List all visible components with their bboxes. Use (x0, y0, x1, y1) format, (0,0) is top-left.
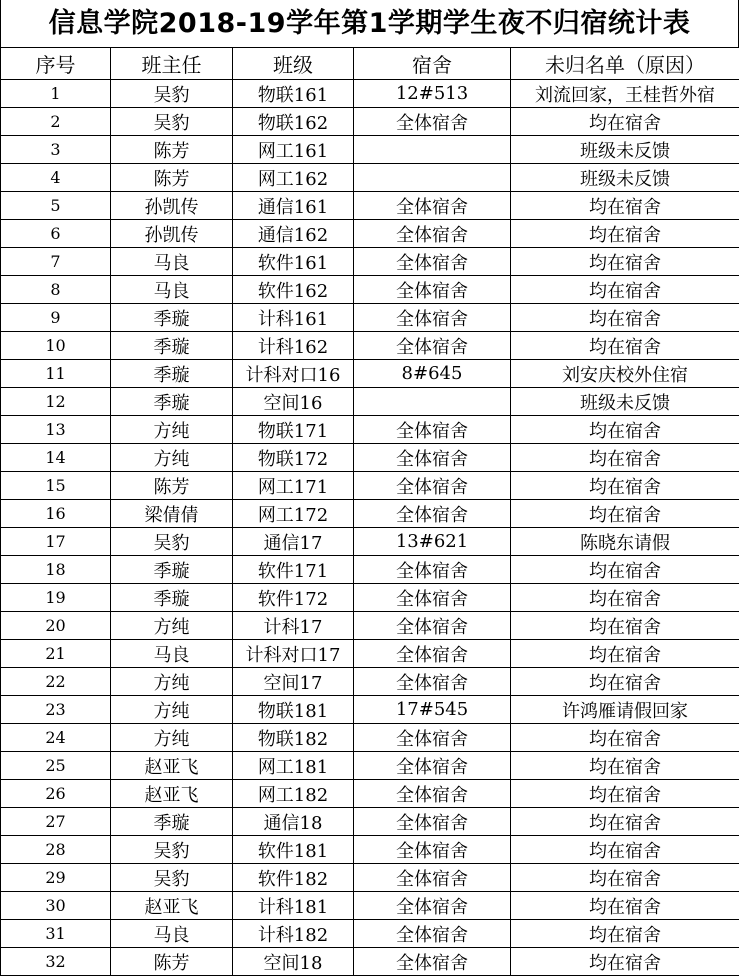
table-row (1, 108, 740, 136)
head-teacher-cell[interactable]: 方纯 (111, 668, 233, 696)
class-cell[interactable]: 网工171 (233, 472, 354, 500)
absent-list-cell[interactable]: 均在宿舍 (511, 332, 740, 360)
absent-list-cell[interactable]: 均在宿舍 (511, 220, 740, 248)
table-row (1, 80, 740, 108)
serial-number-cell[interactable]: 31 (1, 920, 111, 948)
absent-list-cell[interactable]: 均在宿舍 (511, 948, 740, 976)
dormitory-cell[interactable]: 全体宿舍 (354, 948, 511, 976)
table-row (1, 528, 740, 556)
absent-list-cell[interactable]: 陈晓东请假 (511, 528, 740, 556)
head-teacher-cell[interactable]: 马良 (111, 248, 233, 276)
class-cell[interactable]: 计科17 (233, 612, 354, 640)
head-teacher-cell[interactable]: 吴豹 (111, 80, 233, 108)
serial-number-cell[interactable]: 29 (1, 864, 111, 892)
header-absent-list: 未归名单（原因） (511, 48, 740, 80)
table-row (1, 360, 740, 388)
serial-number-cell[interactable]: 4 (1, 164, 111, 192)
serial-number-cell[interactable]: 10 (1, 332, 111, 360)
class-cell[interactable]: 计科182 (233, 920, 354, 948)
header-serial-number: 序号 (1, 48, 111, 80)
absent-list-cell[interactable]: 均在宿舍 (511, 808, 740, 836)
dormitory-cell[interactable]: 全体宿舍 (354, 836, 511, 864)
absent-list-cell[interactable]: 均在宿舍 (511, 500, 740, 528)
dormitory-cell[interactable] (354, 136, 511, 164)
absent-list-cell[interactable]: 均在宿舍 (511, 276, 740, 304)
class-cell[interactable]: 空间18 (233, 948, 354, 976)
dormitory-cell[interactable]: 8#645 (354, 360, 511, 388)
class-cell[interactable]: 计科162 (233, 332, 354, 360)
head-teacher-cell[interactable]: 季璇 (111, 332, 233, 360)
table-row (1, 752, 740, 780)
dormitory-cell[interactable]: 全体宿舍 (354, 332, 511, 360)
header-row (1, 48, 740, 80)
head-teacher-cell[interactable]: 季璇 (111, 304, 233, 332)
serial-number-cell[interactable]: 11 (1, 360, 111, 388)
class-cell[interactable]: 计科181 (233, 892, 354, 920)
dormitory-cell[interactable]: 全体宿舍 (354, 192, 511, 220)
class-cell[interactable]: 物联182 (233, 724, 354, 752)
serial-number-cell[interactable]: 22 (1, 668, 111, 696)
head-teacher-cell[interactable]: 方纯 (111, 612, 233, 640)
head-teacher-cell[interactable]: 吴豹 (111, 836, 233, 864)
absent-list-cell[interactable]: 均在宿舍 (511, 612, 740, 640)
dormitory-cell[interactable]: 全体宿舍 (354, 612, 511, 640)
head-teacher-cell[interactable]: 方纯 (111, 444, 233, 472)
absent-list-cell[interactable]: 均在宿舍 (511, 584, 740, 612)
absent-list-cell[interactable]: 刘安庆校外住宿 (511, 360, 740, 388)
serial-number-cell[interactable]: 2 (1, 108, 111, 136)
class-cell[interactable]: 通信17 (233, 528, 354, 556)
class-cell[interactable]: 软件162 (233, 276, 354, 304)
head-teacher-cell[interactable]: 陈芳 (111, 164, 233, 192)
serial-number-cell[interactable]: 6 (1, 220, 111, 248)
absent-list-cell[interactable]: 均在宿舍 (511, 724, 740, 752)
class-cell[interactable]: 空间17 (233, 668, 354, 696)
dormitory-cell[interactable]: 全体宿舍 (354, 584, 511, 612)
table-row (1, 780, 740, 808)
head-teacher-cell[interactable]: 孙凯传 (111, 220, 233, 248)
head-teacher-cell[interactable]: 季璇 (111, 584, 233, 612)
head-teacher-cell[interactable]: 陈芳 (111, 948, 233, 976)
head-teacher-cell[interactable]: 方纯 (111, 696, 233, 724)
header-class: 班级 (233, 48, 354, 80)
class-cell[interactable]: 网工161 (233, 136, 354, 164)
dormitory-cell[interactable] (354, 164, 511, 192)
table-row (1, 388, 740, 416)
dormitory-cell[interactable]: 全体宿舍 (354, 920, 511, 948)
dormitory-cell[interactable]: 全体宿舍 (354, 276, 511, 304)
absent-list-cell[interactable]: 刘流回家，王桂哲外宿 (511, 80, 740, 108)
absent-list-cell[interactable]: 均在宿舍 (511, 892, 740, 920)
table-row (1, 836, 740, 864)
dormitory-cell[interactable]: 全体宿舍 (354, 556, 511, 584)
dormitory-cell[interactable]: 全体宿舍 (354, 752, 511, 780)
table-row (1, 444, 740, 472)
dormitory-cell[interactable]: 全体宿舍 (354, 304, 511, 332)
table-row (1, 892, 740, 920)
absent-list-cell[interactable]: 均在宿舍 (511, 836, 740, 864)
class-cell[interactable]: 软件161 (233, 248, 354, 276)
serial-number-cell[interactable]: 13 (1, 416, 111, 444)
dormitory-cell[interactable]: 全体宿舍 (354, 500, 511, 528)
table-row (1, 640, 740, 668)
serial-number-cell[interactable]: 3 (1, 136, 111, 164)
dormitory-cell[interactable]: 全体宿舍 (354, 472, 511, 500)
dormitory-cell[interactable]: 全体宿舍 (354, 248, 511, 276)
serial-number-cell[interactable]: 15 (1, 472, 111, 500)
dormitory-cell[interactable] (354, 388, 511, 416)
table-row (1, 696, 740, 724)
absent-list-cell[interactable]: 均在宿舍 (511, 752, 740, 780)
serial-number-cell[interactable]: 24 (1, 724, 111, 752)
header-dormitory: 宿舍 (354, 48, 511, 80)
class-cell[interactable]: 网工182 (233, 780, 354, 808)
absent-list-cell[interactable]: 班级未反馈 (511, 136, 740, 164)
serial-number-cell[interactable]: 25 (1, 752, 111, 780)
serial-number-cell[interactable]: 28 (1, 836, 111, 864)
head-teacher-cell[interactable]: 梁倩倩 (111, 500, 233, 528)
head-teacher-cell[interactable]: 方纯 (111, 724, 233, 752)
serial-number-cell[interactable]: 12 (1, 388, 111, 416)
table-row (1, 416, 740, 444)
table-row (1, 304, 740, 332)
head-teacher-cell[interactable]: 吴豹 (111, 864, 233, 892)
table-row (1, 164, 740, 192)
absent-list-cell[interactable]: 均在宿舍 (511, 248, 740, 276)
serial-number-cell[interactable]: 32 (1, 948, 111, 976)
class-cell[interactable]: 网工181 (233, 752, 354, 780)
serial-number-cell[interactable]: 17 (1, 528, 111, 556)
dormitory-cell[interactable]: 全体宿舍 (354, 892, 511, 920)
table-row (1, 248, 740, 276)
dormitory-cell[interactable]: 全体宿舍 (354, 780, 511, 808)
serial-number-cell[interactable]: 20 (1, 612, 111, 640)
table-row (1, 612, 740, 640)
absent-list-cell[interactable]: 均在宿舍 (511, 304, 740, 332)
dormitory-cell[interactable]: 全体宿舍 (354, 724, 511, 752)
head-teacher-cell[interactable]: 季璇 (111, 808, 233, 836)
head-teacher-cell[interactable]: 吴豹 (111, 528, 233, 556)
statistics-table (0, 47, 739, 976)
serial-number-cell[interactable]: 30 (1, 892, 111, 920)
table-row (1, 332, 740, 360)
absent-list-cell[interactable]: 许鸿雁请假回家 (511, 696, 740, 724)
absent-list-cell[interactable]: 均在宿舍 (511, 780, 740, 808)
head-teacher-cell[interactable]: 马良 (111, 920, 233, 948)
dormitory-cell[interactable]: 全体宿舍 (354, 220, 511, 248)
table-row (1, 136, 740, 164)
dormitory-cell[interactable]: 全体宿舍 (354, 808, 511, 836)
class-cell[interactable]: 物联162 (233, 108, 354, 136)
absent-list-cell[interactable]: 均在宿舍 (511, 640, 740, 668)
class-cell[interactable]: 通信161 (233, 192, 354, 220)
serial-number-cell[interactable]: 8 (1, 276, 111, 304)
serial-number-cell[interactable]: 7 (1, 248, 111, 276)
dormitory-cell[interactable]: 全体宿舍 (354, 444, 511, 472)
class-cell[interactable]: 计科161 (233, 304, 354, 332)
table-row (1, 220, 740, 248)
table-row (1, 724, 740, 752)
head-teacher-cell[interactable]: 马良 (111, 276, 233, 304)
head-teacher-cell[interactable]: 赵亚飞 (111, 892, 233, 920)
header-head-teacher: 班主任 (111, 48, 233, 80)
serial-number-cell[interactable]: 26 (1, 780, 111, 808)
head-teacher-cell[interactable]: 季璇 (111, 388, 233, 416)
dormitory-cell[interactable]: 全体宿舍 (354, 108, 511, 136)
serial-number-cell[interactable]: 5 (1, 192, 111, 220)
dormitory-cell[interactable]: 12#513 (354, 80, 511, 108)
table-row (1, 808, 740, 836)
class-cell[interactable]: 软件172 (233, 584, 354, 612)
class-cell[interactable]: 物联161 (233, 80, 354, 108)
class-cell[interactable]: 通信162 (233, 220, 354, 248)
table-row (1, 500, 740, 528)
class-cell[interactable]: 通信18 (233, 808, 354, 836)
serial-number-cell[interactable]: 27 (1, 808, 111, 836)
head-teacher-cell[interactable]: 孙凯传 (111, 192, 233, 220)
table-row (1, 276, 740, 304)
absent-list-cell[interactable]: 均在宿舍 (511, 556, 740, 584)
sheet-title: 信息学院2018-19学年第1学期学生夜不归宿统计表 (0, 0, 739, 47)
class-cell[interactable]: 物联171 (233, 416, 354, 444)
serial-number-cell[interactable]: 19 (1, 584, 111, 612)
dormitory-cell[interactable]: 全体宿舍 (354, 668, 511, 696)
serial-number-cell[interactable]: 14 (1, 444, 111, 472)
serial-number-cell[interactable]: 23 (1, 696, 111, 724)
serial-number-cell[interactable]: 9 (1, 304, 111, 332)
table-row (1, 864, 740, 892)
class-cell[interactable]: 软件182 (233, 864, 354, 892)
absent-list-cell[interactable]: 均在宿舍 (511, 108, 740, 136)
absent-list-cell[interactable]: 均在宿舍 (511, 920, 740, 948)
table-row (1, 556, 740, 584)
dormitory-cell[interactable]: 全体宿舍 (354, 864, 511, 892)
absent-list-cell[interactable]: 班级未反馈 (511, 164, 740, 192)
head-teacher-cell[interactable]: 赵亚飞 (111, 752, 233, 780)
table-row (1, 920, 740, 948)
table-row (1, 584, 740, 612)
head-teacher-cell[interactable]: 季璇 (111, 360, 233, 388)
absent-list-cell[interactable]: 均在宿舍 (511, 668, 740, 696)
absent-list-cell[interactable]: 均在宿舍 (511, 192, 740, 220)
class-cell[interactable]: 软件181 (233, 836, 354, 864)
class-cell[interactable]: 空间16 (233, 388, 354, 416)
head-teacher-cell[interactable]: 赵亚飞 (111, 780, 233, 808)
class-cell[interactable]: 物联172 (233, 444, 354, 472)
table-row (1, 472, 740, 500)
table-body (1, 80, 740, 976)
head-teacher-cell[interactable]: 方纯 (111, 416, 233, 444)
head-teacher-cell[interactable]: 陈芳 (111, 472, 233, 500)
head-teacher-cell[interactable]: 马良 (111, 640, 233, 668)
class-cell[interactable]: 网工162 (233, 164, 354, 192)
class-cell[interactable]: 计科对口16 (233, 360, 354, 388)
table-row (1, 192, 740, 220)
serial-number-cell[interactable]: 18 (1, 556, 111, 584)
dormitory-cell[interactable]: 全体宿舍 (354, 416, 511, 444)
table-row (1, 948, 740, 976)
serial-number-cell[interactable]: 21 (1, 640, 111, 668)
table-row (1, 668, 740, 696)
absent-list-cell[interactable]: 均在宿舍 (511, 864, 740, 892)
dormitory-cell[interactable]: 17#545 (354, 696, 511, 724)
class-cell[interactable]: 计科对口17 (233, 640, 354, 668)
class-cell[interactable]: 网工172 (233, 500, 354, 528)
head-teacher-cell[interactable]: 季璇 (111, 556, 233, 584)
serial-number-cell[interactable]: 16 (1, 500, 111, 528)
class-cell[interactable]: 物联181 (233, 696, 354, 724)
class-cell[interactable]: 软件171 (233, 556, 354, 584)
dormitory-cell[interactable]: 全体宿舍 (354, 640, 511, 668)
serial-number-cell[interactable]: 1 (1, 80, 111, 108)
head-teacher-cell[interactable]: 吴豹 (111, 108, 233, 136)
dormitory-cell[interactable]: 13#621 (354, 528, 511, 556)
head-teacher-cell[interactable]: 陈芳 (111, 136, 233, 164)
absent-list-cell[interactable]: 均在宿舍 (511, 444, 740, 472)
absent-list-cell[interactable]: 均在宿舍 (511, 416, 740, 444)
absent-list-cell[interactable]: 均在宿舍 (511, 472, 740, 500)
absent-list-cell[interactable]: 班级未反馈 (511, 388, 740, 416)
